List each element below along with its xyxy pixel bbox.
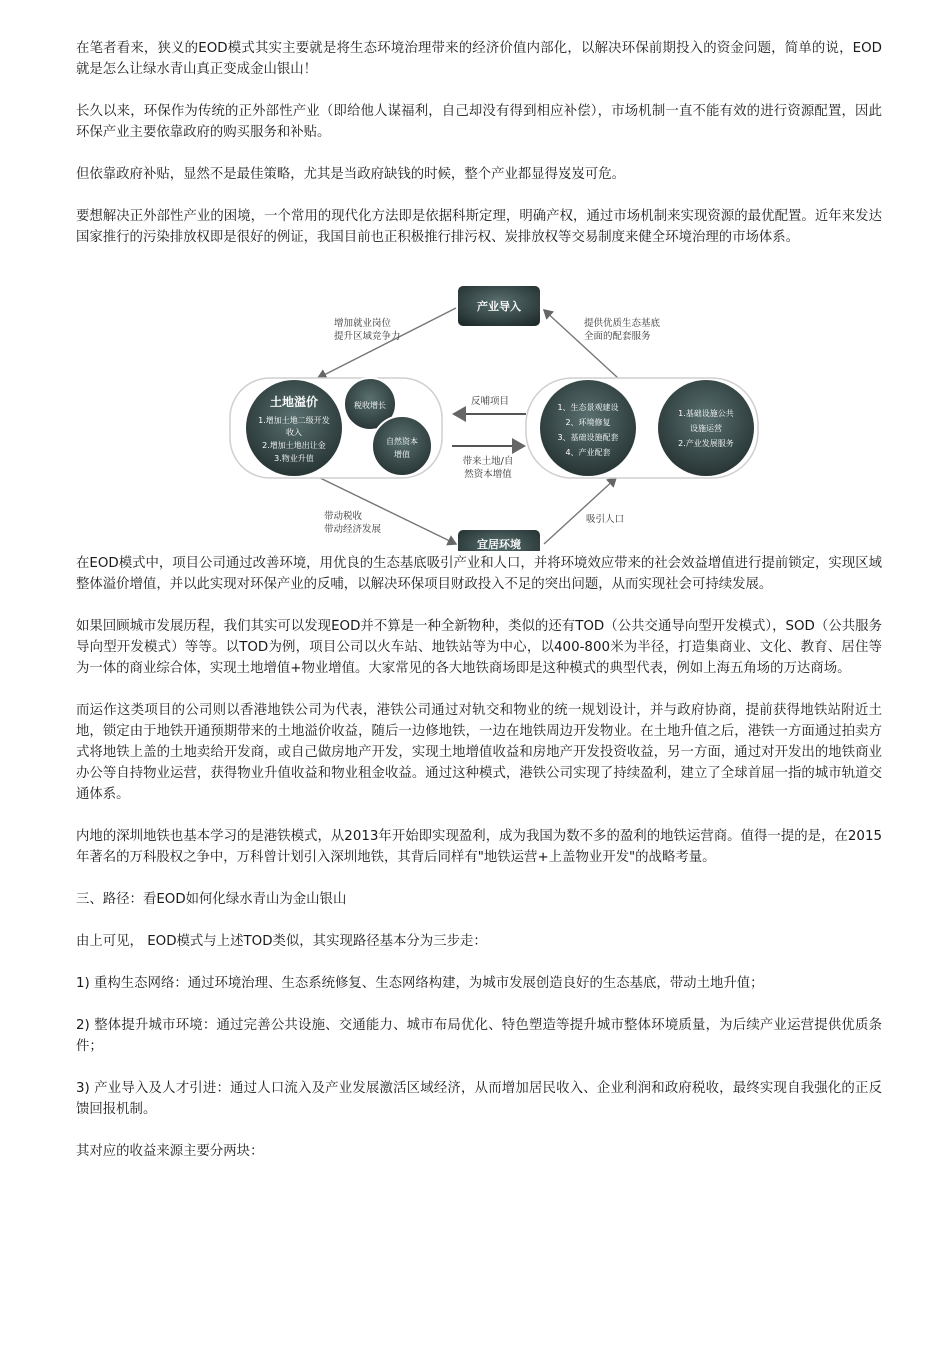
land-value-label-2: 然资本增值 [464,469,512,480]
ecology-line-3: 3、基础设施配套 [557,433,619,442]
right-top-label-2: 全面的配套服务 [584,331,651,342]
land-premium-line-1: 1.增加土地二级开发 [258,416,330,425]
left-top-label-1: 增加就业岗位 [334,318,392,329]
right-bottom-label: 吸引人口 [586,514,625,525]
list-item: 2) 整体提升城市环境：通过完善公共设施、交通能力、城市布局优化、特色塑造等提升城市整体环境质量，为后续产业运营提供优质条件； [76,1018,882,1054]
natural-capital-circle [372,416,432,476]
left-bottom-label-1: 带动税收 [324,511,363,522]
bottom-node-label: 宜居环境 [477,538,521,551]
land-premium-line-2: 收入 [286,428,302,437]
document-page [76,38,882,1183]
paragraph: 如果回顾城市发展历程，我们其实可以发现EOD并不算是一种全新物种，类似的还有TOD（公共交通导向型开发模式），SOD（公共服务导向型开发模式）等等。以TOD为例，项目公司以火车站、地铁站等为中心，以400-800米为半径，打造集商业、文化、教育、居住等为一体的商业综合体，实现土地增值+物业增值。大家常见的各大地铁商场即是这种模式的典型代表，例如上海五角场的万达商场。 [76,619,882,676]
paragraph: 但依靠政府补贴，显然不是最佳策略，尤其是当政府缺钱的时候，整个产业都显得岌岌可危。 [76,167,626,182]
services-line-1: 1.基础设施公共 [678,409,734,418]
ecology-line-4: 4、产业配套 [565,448,611,457]
list-item: 1) 重构生态网络：通过环境治理、生态系统修复、生态网络构建，为城市发展创造良好的生态基底，带动土地升值； [76,976,764,991]
ecology-line-1: 1、生态景观建设 [557,403,619,412]
eod-model-diagram [226,286,772,551]
arrow-bottom-right [544,478,616,544]
right-top-label-1: 提供优质生态基底 [584,318,661,329]
land-premium-line-4: 3.物业升值 [274,454,314,463]
land-premium-title: 土地溢价 [269,395,319,409]
ecology-line-2: 2、环境修复 [565,418,611,427]
tax-growth-label: 税收增长 [354,401,386,410]
list-item: 3) 产业导入及人才引进：通过人口流入及产业发展激活区域经济，从而增加居民收入、企业利润和政府税收，最终实现自我强化的正反馈回报机制。 [76,1081,882,1117]
natural-capital-label-2: 增值 [394,450,410,459]
paragraph: 而运作这类项目的公司则以香港地铁公司为代表，港铁公司通过对轨交和物业的统一规划设计，并与政府协商，提前获得地铁站附近土地，锁定由于地铁开通预期带来的土地溢价收益，随后一边修地铁，一边在地铁周边开发物业。在土地升值之后，港铁一方面通过拍卖方式将地铁上盖的土地卖给开发商，或自己做房地产开发，实现土地增值收益和房地产开发投资收益，另一方面，通过对开发出的地铁商业办公等自持物业运营，获得物业升值收益和物业租金收益。通过这种模式，港铁公司实现了持续盈利，建立了全球首屈一指的城市轨道交通体系。 [76,703,882,802]
feedback-label: 反哺项目 [470,396,510,407]
paragraph: 在笔者看来，狭义的EOD模式其实主要就是将生态环境治理带来的经济价值内部化，以解决环保前期投入的资金问题，简单的说，EOD就是怎么让绿水青山真正变成金山银山！ [76,41,882,77]
natural-capital-label-1: 自然资本 [386,437,418,446]
services-line-3: 2.产业发展服务 [678,439,734,448]
paragraph: 要想解决正外部性产业的困境，一个常用的现代化方法即是依据科斯定理，明确产权，通过市场机制来实现资源的最优配置。近年来发达国家推行的污染排放权即是很好的例证，我国目前也正积极推行排污权、炭排放权等交易制度来健全环境治理的市场体系。 [76,209,882,245]
paragraph: 在EOD模式中，项目公司通过改善环境，用优良的生态基底吸引产业和人口，并将环境效应带来的社会效益增值进行提前锁定，实现区域整体溢价增值，并以此实现对环保产业的反哺，以解决环保项目财政投入不足的突出问题，从而实现社会可持续发展。 [76,556,882,592]
land-value-label-1: 带来土地/自 [462,456,514,467]
top-node-label: 产业导入 [477,300,521,313]
land-premium-line-3: 2.增加土地出让金 [262,441,326,450]
paragraph: 内地的深圳地铁也基本学习的是港铁模式，从2013年开始即实现盈利，成为我国为数不多的盈利的地铁运营商。值得一提的是，在2015年著名的万科股权之争中，万科曾计划引入深圳地铁，其背后同样有"地铁运营+上盖物业开发"的战略考量。 [76,829,882,865]
diagram-svg [226,286,772,551]
paragraph: 由上可见， EOD模式与上述TOD类似，其实现路径基本分为三步走： [76,934,487,949]
section-heading: 三、路径：看EOD如何化绿水青山为金山银山 [76,892,347,907]
services-line-2: 设施运营 [690,424,722,433]
ecology-circle [540,380,636,476]
paragraph: 其对应的收益来源主要分两块： [76,1144,264,1159]
left-bottom-label-2: 带动经济发展 [324,524,382,535]
paragraph: 长久以来，环保作为传统的正外部性产业（即给他人谋福利，自己却没有得到相应补偿），市场机制一直不能有效的进行资源配置，因此环保产业主要依靠政府的购买服务和补贴。 [76,104,882,140]
left-top-label-2: 提升区域竞争力 [334,331,401,342]
